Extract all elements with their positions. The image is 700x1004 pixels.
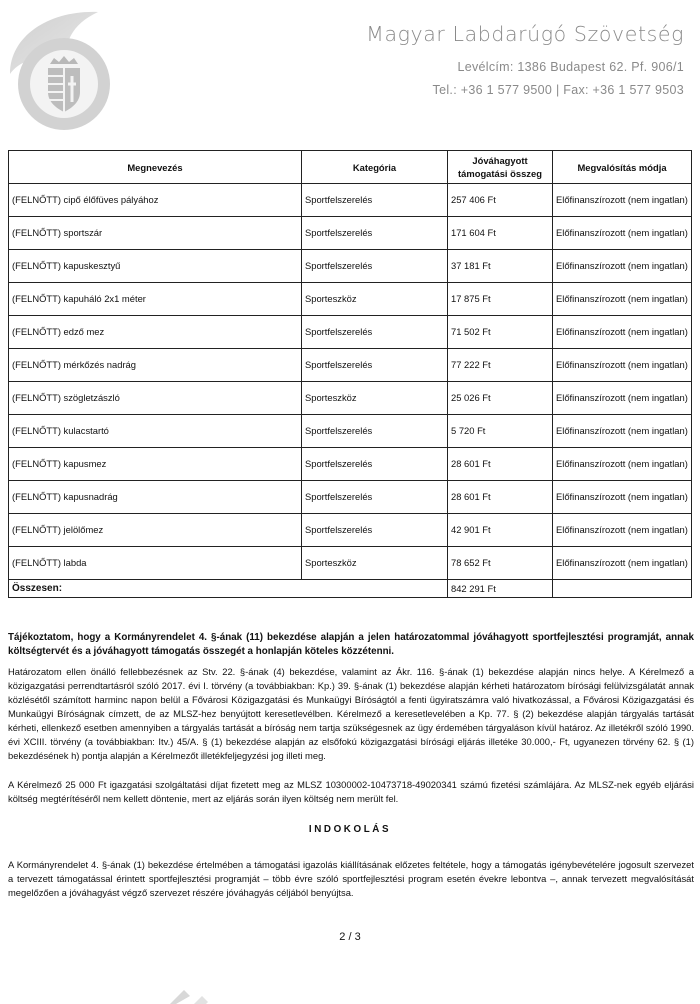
cell-category: Sportfelszerelés: [302, 316, 448, 349]
table-row: [9, 547, 692, 580]
cell-mode: Előfinanszírozott (nem ingatlan): [553, 547, 692, 580]
cell-category: Sportfelszerelés: [302, 415, 448, 448]
cell-category: Sportfelszerelés: [302, 250, 448, 283]
table-row: [9, 349, 692, 382]
appeal-paragraph: Határozatom ellen önálló fellebbezésnek az Stv. 22. §-ának (4) bekezdése, valamint az Ákr. 116. §-ának (1) bekezdése alapján nincs helye. A Kérelmező a közigazgatási perrendtartásról szóló 2017. évi I. törvény (a továbbiakban: Kp.) 39. §-ának (1) bekezdése alapján kérheti határozatom bírósági felülvizsgálatát annak közlésétől számított harminc napon belül a Fővárosi Közigazgatási és Munkaügyi Bíróságtól a fenti ügyiratszámra való hivatkozással, a Fővárosi Közigazgatási és Munkaügyi Bíróságnak címzett, de az MLSZ-hez benyújtott keresetlevélben. Kérelmező a keresetlevelében a Kp. 77. § (2) bekezdése alapján tárgyalás tartását kérheti, ellenkező esetben amennyiben a tárgyalás tartását a bíróság nem tartja szükségesnek az ügy érdemében tárgyaláson kívül határoz. Az illetékről szóló 1990. évi XCIII. törvény (a továbbiakban: Itv.) 45/A. § (1) bekezdése alapján az elsőfokú közigazgatási bírósági eljárás illetéke 30.000,- Ft, ugyanezen törvény 62. § (1) bekezdésének h) pontja alapján a Kérelmezőt illetékfeljegyzési jog illeti meg.: [8, 666, 694, 761]
cell-category: Sporteszköz: [302, 547, 448, 580]
table-row: [9, 481, 692, 514]
table-row: [9, 316, 692, 349]
table-row: [9, 283, 692, 316]
table-row: [9, 217, 692, 250]
cell-category: Sportfelszerelés: [302, 514, 448, 547]
column-header-mode: Megvalósítás módja: [553, 151, 692, 184]
cell-amount: 78 652 Ft: [448, 547, 553, 580]
cell-mode: Előfinanszírozott (nem ingatlan): [553, 217, 692, 250]
cell-amount: 28 601 Ft: [448, 448, 553, 481]
publication-notice: Tájékoztatom, hogy a Kormányrendelet 4. §-ának (11) bekezdése alapján a jelen határozatommal jóváhagyott sportfejlesztési programját, annak költségtervét és a jóváhagyott támogatás összegét a honlapján köteles közzétenni.: [8, 632, 694, 657]
column-header-category: Kategória: [302, 151, 448, 184]
cell-category: Sportfelszerelés: [302, 448, 448, 481]
table-row: [9, 184, 692, 217]
fee-paragraph: A Kérelmező 25 000 Ft igazgatási szolgáltatási díjat fizetett meg az MLSZ 10300002-10473718-49020341 számú fizetési számlájára. Az MLSZ-nek egyéb eljárási költség megtérítéséről nem kellett döntenie, mert az eljárás során ilyen költség nem merült fel.: [8, 779, 694, 804]
table-row: [9, 250, 692, 283]
table-row: [9, 448, 692, 481]
cell-mode: Előfinanszírozott (nem ingatlan): [553, 349, 692, 382]
cell-category: Sporteszköz: [302, 283, 448, 316]
cell-name: (FELNŐTT) labda: [9, 547, 302, 580]
cell-mode: Előfinanszírozott (nem ingatlan): [553, 481, 692, 514]
cell-name: (FELNŐTT) kapusnadrág: [9, 481, 302, 514]
cell-mode: Előfinanszírozott (nem ingatlan): [553, 250, 692, 283]
mlsz-logo-crest-icon: [2, 4, 130, 136]
org-phone-fax: Tel.: +36 1 577 9500 | Fax: +36 1 577 9503: [432, 83, 684, 97]
org-name: Magyar Labdarúgó Szövetség: [366, 22, 684, 46]
grant-table: [8, 150, 692, 598]
cell-mode: Előfinanszírozott (nem ingatlan): [553, 283, 692, 316]
cell-category: Sportfelszerelés: [302, 481, 448, 514]
total-empty-cell: [553, 580, 692, 598]
cell-category: Sportfelszerelés: [302, 184, 448, 217]
table-row: [9, 382, 692, 415]
cell-mode: Előfinanszírozott (nem ingatlan): [553, 382, 692, 415]
cell-amount: 17 875 Ft: [448, 283, 553, 316]
cell-category: Sportfelszerelés: [302, 217, 448, 250]
column-header-amount: Jóváhagyott támogatási összeg: [448, 151, 553, 184]
cell-mode: Előfinanszírozott (nem ingatlan): [553, 184, 692, 217]
cell-category: Sporteszköz: [302, 382, 448, 415]
table-row: [9, 415, 692, 448]
cell-mode: Előfinanszírozott (nem ingatlan): [553, 514, 692, 547]
cell-mode: Előfinanszírozott (nem ingatlan): [553, 415, 692, 448]
section-heading: INDOKOLÁS: [308, 824, 392, 835]
table-header-row: [9, 151, 692, 184]
cell-name: (FELNŐTT) kapuskesztyű: [9, 250, 302, 283]
table-row: [9, 514, 692, 547]
cell-category: Sportfelszerelés: [302, 349, 448, 382]
total-label: Összesen:: [9, 580, 448, 598]
cell-name: (FELNŐTT) sportszár: [9, 217, 302, 250]
reasoning-paragraph: A Kormányrendelet 4. §-ának (1) bekezdése értelmében a támogatási igazolás kiállításának előzetes feltétele, hogy a támogatás igénybevételére jogosult szervezet a tervezett támogatással érintett sportfejlesztési programját – több évre szóló sportfejlesztési program esetén évekre lebontva –, annak tervezett megvalósítását megelőzően a jóváhagyást végző szervezet részére jóváhagyás céljából benyújtsa.: [8, 859, 694, 898]
cell-amount: 42 901 Ft: [448, 514, 553, 547]
page-number: 2 / 3: [339, 931, 361, 943]
total-row: [9, 580, 692, 598]
cell-amount: 28 601 Ft: [448, 481, 553, 514]
cell-name: (FELNŐTT) kapuháló 2x1 méter: [9, 283, 302, 316]
total-amount: 842 291 Ft: [448, 580, 553, 598]
org-address: Levélcím: 1386 Budapest 62. Pf. 906/1: [457, 60, 684, 74]
cell-amount: 257 406 Ft: [448, 184, 553, 217]
cell-amount: 37 181 Ft: [448, 250, 553, 283]
stamp-fragment-icon: [150, 978, 240, 1004]
cell-amount: 5 720 Ft: [448, 415, 553, 448]
cell-mode: Előfinanszírozott (nem ingatlan): [553, 448, 692, 481]
column-header-name: Megnevezés: [9, 151, 302, 184]
org-letterhead: [366, 22, 684, 97]
cell-name: (FELNŐTT) edző mez: [9, 316, 302, 349]
cell-name: (FELNŐTT) cipő élőfüves pályához: [9, 184, 302, 217]
cell-amount: 171 604 Ft: [448, 217, 553, 250]
cell-name: (FELNŐTT) jelölőmez: [9, 514, 302, 547]
cell-name: (FELNŐTT) kulacstartó: [9, 415, 302, 448]
cell-amount: 77 222 Ft: [448, 349, 553, 382]
cell-mode: Előfinanszírozott (nem ingatlan): [553, 316, 692, 349]
cell-amount: 71 502 Ft: [448, 316, 553, 349]
cell-amount: 25 026 Ft: [448, 382, 553, 415]
cell-name: (FELNŐTT) kapusmez: [9, 448, 302, 481]
cell-name: (FELNŐTT) szögletzászló: [9, 382, 302, 415]
cell-name: (FELNŐTT) mérkőzés nadrág: [9, 349, 302, 382]
